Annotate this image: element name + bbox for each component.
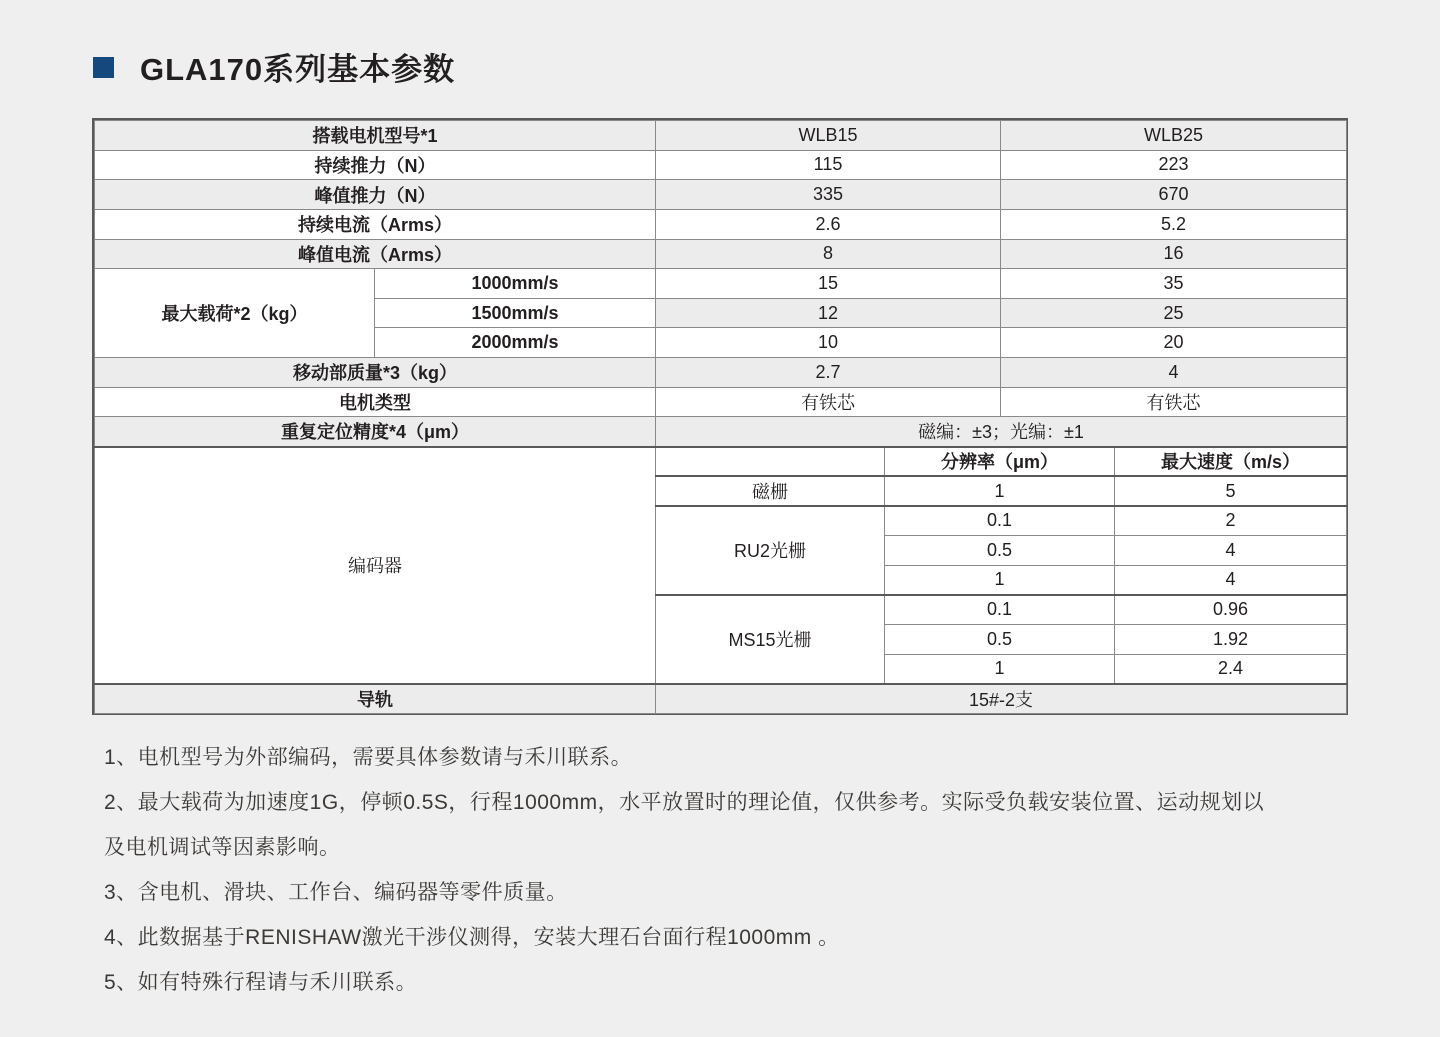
row-value: 670 — [1001, 180, 1347, 210]
motor-model-wlb15: WLB15 — [656, 121, 1001, 151]
row-value: 223 — [1001, 150, 1347, 180]
row-value: 2.4 — [1115, 654, 1347, 684]
spec-table-container — [92, 118, 1348, 715]
encoder-header-empty — [656, 447, 885, 477]
row-value: 有铁芯 — [656, 387, 1001, 417]
row-value: 2.7 — [656, 358, 1001, 388]
row-value: 0.5 — [885, 624, 1115, 654]
table-row-peak-force — [95, 180, 1347, 210]
table-row-repeatability — [95, 417, 1347, 447]
row-label: 峰值推力（N） — [95, 180, 656, 210]
footnote-2-line-2: 及电机调试等因素影响。 — [104, 836, 341, 859]
encoder-type-label: MS15光栅 — [656, 595, 885, 684]
footnote-3: 3、含电机、滑块、工作台、编码器等零件质量。 — [104, 881, 568, 904]
row-label: 持续电流（Arms） — [95, 209, 656, 239]
row-value: 20 — [1001, 328, 1347, 358]
row-label: 持续推力（N） — [95, 150, 656, 180]
speed-label: 1500mm/s — [375, 298, 656, 328]
table-row-motor-type — [95, 387, 1347, 417]
table-row-peak-current — [95, 239, 1347, 269]
table-row-continuous-force — [95, 150, 1347, 180]
row-value: 2 — [1115, 506, 1347, 536]
row-value: 2.6 — [656, 209, 1001, 239]
row-value: 115 — [656, 150, 1001, 180]
encoder-type-label: RU2光栅 — [656, 506, 885, 595]
row-value: 4 — [1001, 358, 1347, 388]
row-value: 0.1 — [885, 506, 1115, 536]
row-value: 16 — [1001, 239, 1347, 269]
section-header — [93, 44, 455, 89]
spec-table — [94, 120, 1347, 714]
row-label: 峰值电流（Arms） — [95, 239, 656, 269]
row-value: 335 — [656, 180, 1001, 210]
motor-model-wlb25: WLB25 — [1001, 121, 1347, 151]
row-value: 0.5 — [885, 535, 1115, 565]
row-label: 重复定位精度*4（μm） — [95, 417, 656, 447]
row-value: 1 — [885, 654, 1115, 684]
table-row-moving-mass — [95, 358, 1347, 388]
max-load-label: 最大载荷*2（kg） — [95, 269, 375, 358]
row-label: 移动部质量*3（kg） — [95, 358, 656, 388]
row-label: 导轨 — [95, 684, 656, 714]
encoder-label: 编码器 — [95, 447, 656, 684]
row-value: 1.92 — [1115, 624, 1347, 654]
table-row-encoder-header — [95, 447, 1347, 477]
rail-value: 15#-2支 — [656, 684, 1347, 714]
row-value: 1 — [885, 476, 1115, 506]
row-value: 8 — [656, 239, 1001, 269]
row-value: 0.1 — [885, 595, 1115, 625]
row-label: 电机类型 — [95, 387, 656, 417]
row-value: 4 — [1115, 565, 1347, 595]
footnote-4: 4、此数据基于RENISHAW激光干涉仪测得，安装大理石台面行程1000mm 。 — [104, 926, 840, 949]
footnote-5: 5、如有特殊行程请与禾川联系。 — [104, 971, 418, 994]
row-value: 有铁芯 — [1001, 387, 1347, 417]
table-row-max-load-1000 — [95, 269, 1347, 299]
speed-label: 1000mm/s — [375, 269, 656, 299]
row-value: 4 — [1115, 535, 1347, 565]
row-value: 15 — [656, 269, 1001, 299]
row-value: 5 — [1115, 476, 1347, 506]
repeatability-value: 磁编：±3；光编：±1 — [656, 417, 1347, 447]
table-row-continuous-current — [95, 209, 1347, 239]
row-value: 12 — [656, 298, 1001, 328]
row-value: 10 — [656, 328, 1001, 358]
square-bullet-icon — [93, 57, 114, 78]
row-value: 35 — [1001, 269, 1347, 299]
table-row-rail — [95, 684, 1347, 714]
footnote-2-line-1: 2、最大载荷为加速度1G，停顿0.5S，行程1000mm，水平放置时的理论值，仅供参考。实际受负载安装位置、运动规划以 — [104, 791, 1265, 814]
row-value: 1 — [885, 565, 1115, 595]
row-label: 搭载电机型号*1 — [95, 121, 656, 151]
encoder-type-label: 磁栅 — [656, 476, 885, 506]
footnotes — [104, 735, 1374, 1005]
row-value: 5.2 — [1001, 209, 1347, 239]
row-value: 0.96 — [1115, 595, 1347, 625]
table-row-motor-model — [95, 121, 1347, 151]
encoder-header-resolution: 分辨率（μm） — [885, 447, 1115, 477]
page-title: GLA170系列基本参数 — [140, 52, 456, 87]
row-value: 25 — [1001, 298, 1347, 328]
encoder-header-max-speed: 最大速度（m/s） — [1115, 447, 1347, 477]
footnote-1: 1、电机型号为外部编码，需要具体参数请与禾川联系。 — [104, 746, 633, 769]
speed-label: 2000mm/s — [375, 328, 656, 358]
